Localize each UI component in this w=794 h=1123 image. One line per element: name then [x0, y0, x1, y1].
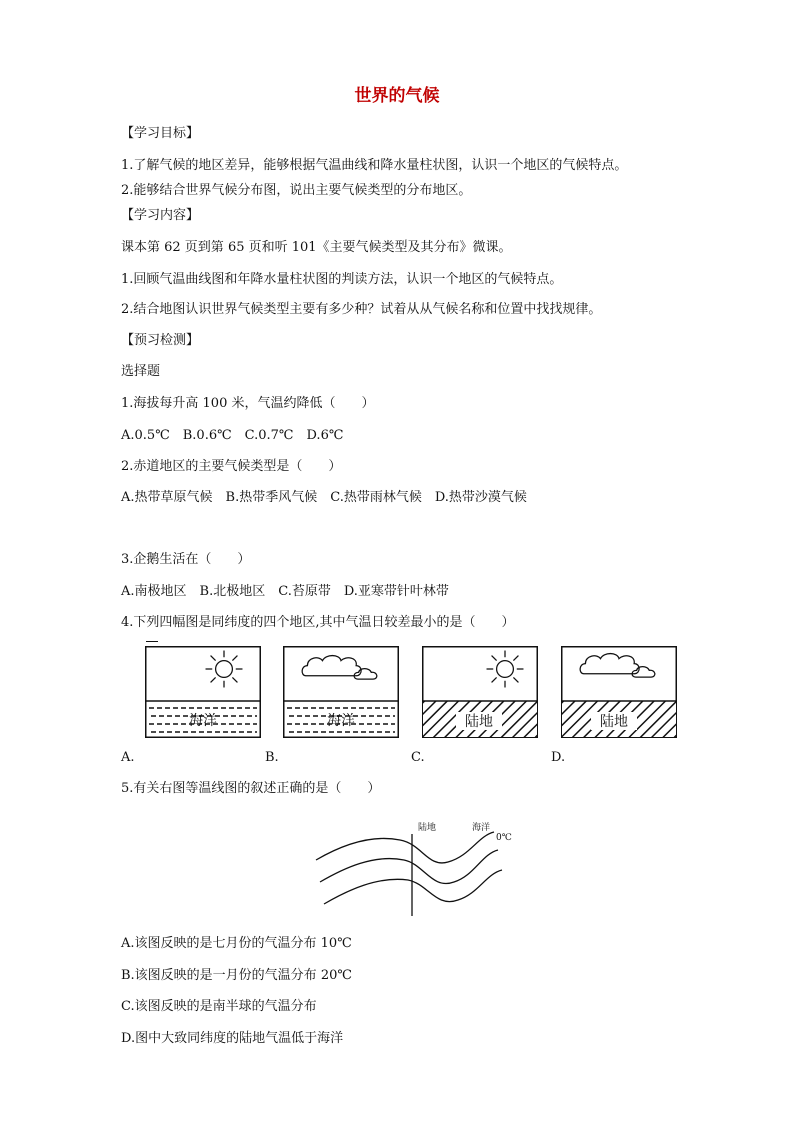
panel-d-figure: [561, 646, 677, 738]
option-item: D.图中大致同纬度的陆地气温低于海洋: [121, 1031, 344, 1046]
panel-label: A.: [121, 750, 135, 765]
check-header: 【预习检测】: [121, 333, 200, 348]
question-stem: 1.海拔每升高 100 米，气温约降低（ ）: [121, 396, 375, 411]
panel-b-figure: [283, 646, 399, 738]
panel-surface-label: 陆地: [600, 714, 628, 730]
goal-item: 1.了解气候的地区差异，能够根据气温曲线和降水量柱状图，认识一个地区的气候特点。: [121, 158, 628, 173]
question-options: A.热带草原气候 B.热带季风气候 C.热带雨林气候 D.热带沙漠气候: [121, 490, 527, 505]
panel-label: D.: [551, 750, 566, 765]
panel-label: B.: [265, 750, 279, 765]
content-header: 【学习内容】: [121, 208, 200, 223]
isotherm-figure: [310, 818, 520, 918]
goals-header: 【学习目标】: [121, 126, 200, 141]
option-item: A.该图反映的是七月份的气温分布 10℃: [121, 936, 352, 951]
panel-a-figure: [145, 646, 261, 738]
question-stem: 2.赤道地区的主要气候类型是（ ）: [121, 459, 342, 474]
page-title: 世界的气候: [354, 86, 440, 106]
panel-surface-label: 陆地: [465, 714, 493, 730]
panel-surface-label: 海洋: [327, 713, 355, 729]
question-stem: 5.有关右图等温线图的叙述正确的是（ ）: [121, 781, 381, 796]
question-stem: 3.企鹅生活在（ ）: [121, 552, 251, 567]
goal-item: 2.能够结合世界气候分布图，说出主要气候类型的分布地区。: [121, 183, 472, 198]
land-label: 陆地: [418, 823, 437, 833]
panel-surface-label: 海洋: [189, 713, 217, 729]
content-item: 1.回顾气温曲线图和年降水量柱状图的判读方法，认识一个地区的气候特点。: [121, 272, 563, 287]
content-intro: 课本第 62 页到第 65 页和听 101《主要气候类型及其分布》微课。: [121, 240, 512, 255]
panel-label: C.: [411, 750, 425, 765]
question-stem: 4.下列四幅图是同纬度的四个地区,其中气温日较差最小的是（ ）: [121, 615, 515, 630]
panel-c-figure: [422, 646, 538, 738]
option-item: B.该图反映的是一月份的气温分布 20℃: [121, 968, 352, 983]
option-item: C.该图反映的是南半球的气温分布: [121, 999, 317, 1014]
check-subheader: 选择题: [121, 364, 161, 379]
dash-mark: [146, 641, 158, 642]
question-options: A.南极地区 B.北极地区 C.苔原带 D.亚寒带针叶林带: [121, 584, 449, 599]
sea-label: 海洋: [472, 823, 491, 833]
isotherm-label: 0℃: [496, 833, 512, 843]
question-options: A.0.5℃ B.0.6℃ C.0.7℃ D.6℃: [121, 428, 344, 443]
content-item: 2.结合地图认识世界气候类型主要有多少种？试着从从气候名称和位置中找找规律。: [121, 302, 602, 317]
